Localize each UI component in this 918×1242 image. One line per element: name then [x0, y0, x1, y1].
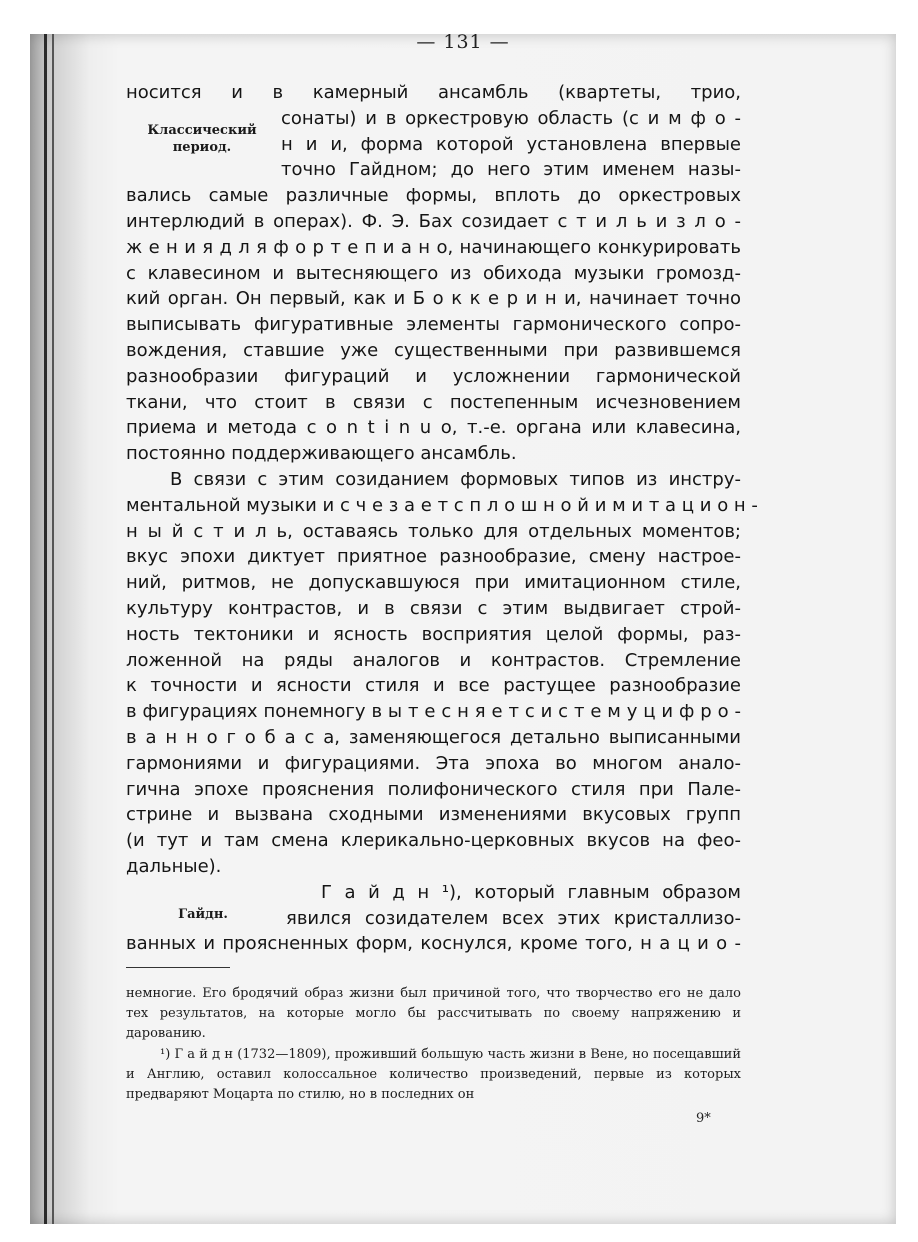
text-line: дальные). [126, 855, 222, 877]
footnote-1: ¹) Г а й д н (1732—1809), проживший большую часть жизни в Вене, но посещавший и Англию, оставил колоссальное количество произведений, первые из которых предваряют Моцарта по стилю, но в последних он [126, 1047, 741, 1102]
page-spine-shadow [44, 34, 47, 1224]
page-spine-edge [52, 34, 54, 1224]
text-line: В связи с этим созиданием формовых типов из инстру- [170, 468, 741, 490]
text-line: точно Гайдном; до него этим именем назы- [281, 159, 741, 181]
text-line: культуру контрастов, и в связи с этим выдвигает строй- [126, 597, 741, 619]
page-number: — 131 — [416, 34, 510, 53]
text-line: постоянно поддерживающего ансамбль. [126, 443, 517, 465]
text-line: вождения, ставшие уже существенными при развившемся [126, 339, 741, 361]
text-line: разнообразии фигураций и усложнении гармонической [126, 365, 741, 387]
text-line: в фигурациях понемногу в ы т е с н я е т с и с т е м у ц и ф р о - [126, 701, 741, 723]
text-line: вкус эпохи диктует приятное разнообразие, смену настрое- [126, 546, 741, 568]
footnote-rule [126, 967, 230, 968]
text-line: ность тектоники и ясность восприятия целой формы, раз- [126, 623, 741, 645]
text-line: приема и метода c o n t i n u o, т.-е. органа или клавесина, [126, 417, 741, 439]
text-line: вались самые различные формы, вплоть до оркестровых [126, 185, 741, 207]
text-line: ментальной музыки и с ч е з а е т с п л о ш н о й и м и т а ц и о н - [126, 494, 758, 516]
text-line: явился созидателем всех этих кристаллизо- [286, 907, 741, 929]
text-line: н ы й с т и л ь, оставаясь только для отдельных моментов; [126, 520, 741, 542]
text-line: ний, ритмов, не допускавшуюся при имитационном стиле, [126, 572, 741, 594]
text-line: ванных и проясненных форм, коснулся, кроме того, н а ц и о - [126, 933, 741, 955]
body-text [126, 80, 758, 957]
text-line: с клавесином и вытесняющего из обихода музыки громозд- [126, 262, 741, 284]
margin-note-haydn: Гайдн. [178, 907, 228, 922]
text-line: ложенной на ряды аналогов и контрастов. Стремление [126, 649, 741, 671]
book-page [30, 34, 896, 1224]
text-line: ткани, что стоит в связи с постепенным исчезновением [126, 391, 741, 413]
text-line: кий орган. Он первый, как и Б о к к е р и н и, начинает точно [126, 288, 741, 310]
margin-note-classical-line1: Классический [147, 123, 257, 138]
text-line: гична эпохе прояснения полифонического стиля при Пале- [126, 778, 741, 800]
text-line: н и и, форма которой установлена впервые [281, 133, 741, 155]
text-line: (и тут и там смена клерикально-церковных вкусов на фео- [126, 830, 741, 852]
text-line: к точности и ясности стиля и все растущее разнообразие [126, 675, 741, 697]
text-line: выписывать фигуративные элементы гармонического сопро- [126, 314, 741, 336]
text-line: носится и в камерный ансамбль (квартеты, трио, [126, 82, 741, 103]
text-line: интерлюдий в операх). Ф. Э. Бах созидает с т и л ь и з л о - [126, 210, 741, 232]
text-line: гармониями и фигурациями. Эта эпоха во многом анало- [126, 752, 741, 774]
text-line: в а н н о г о б а с а, заменяющегося детально выписанными [126, 726, 741, 748]
text-line: Г а й д н ¹), который главным образом [321, 881, 741, 903]
text-line: сонаты) и в оркестровую область (с и м ф о - [281, 107, 741, 129]
text-line: ж е н и я д л я ф о р т е п и а н о, начинающего конкурировать [126, 236, 741, 258]
margin-note-classical-line2: период. [172, 140, 232, 155]
text-line: стрине и вызвана сходными изменениями вкусовых групп [126, 804, 741, 826]
signature-mark: 9* [696, 1111, 711, 1126]
footnote-continued: немногие. Его бродячий образ жизни был причиной того, что творчество его не дало тех результатов, на которые могло бы рассчитывать по своему напряжению и дарованию. [126, 986, 741, 1041]
